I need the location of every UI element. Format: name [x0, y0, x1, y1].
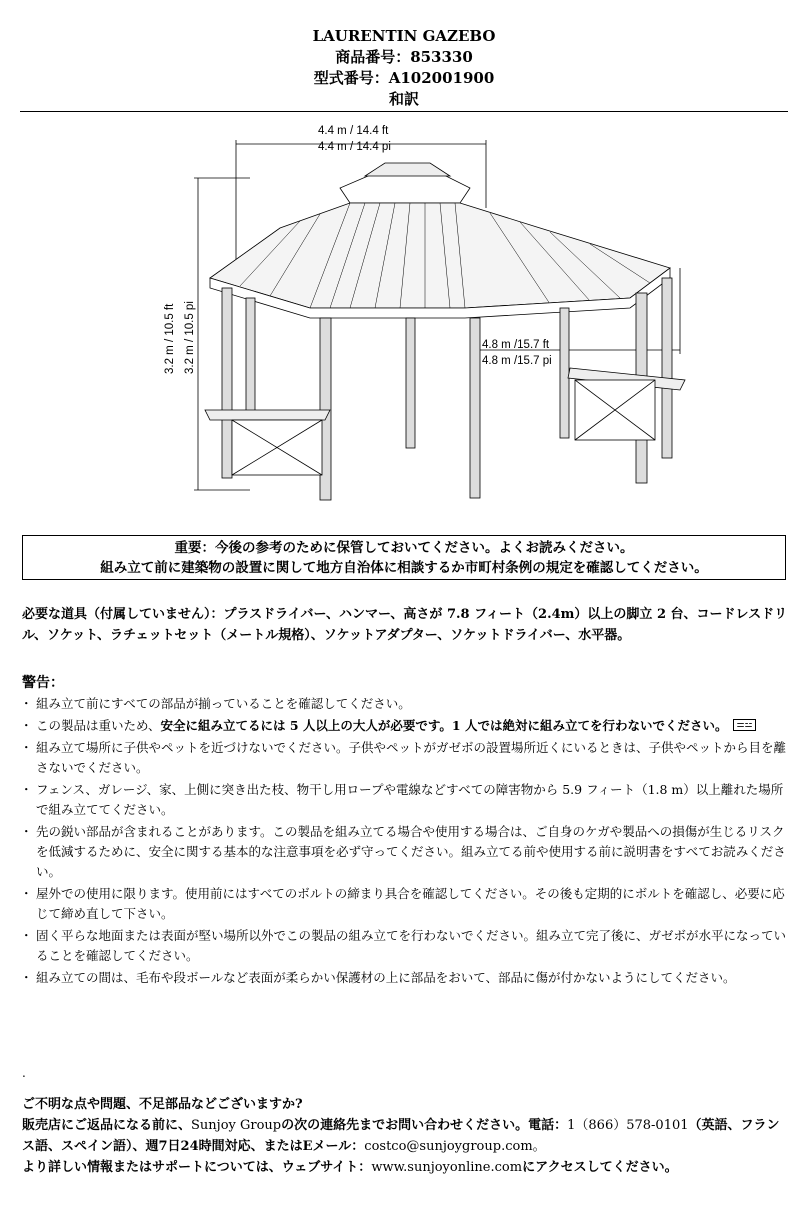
two-people-icon: ⚌⚍	[733, 719, 755, 731]
contact-question: ご不明な点や問題、不足部品などございますか?	[22, 1097, 303, 1112]
warning-emphasis: 安全に組み立てるには 5 人以上の大人が必要です。1 人では絶対に組み立てを行わないでください。	[160, 718, 728, 733]
contact-text: （英語、フランス語、スペイン語）、週7日24時間対応、またはEメール：	[22, 1118, 780, 1154]
warning-item: ・ 先の鋭い部品が含まれることがあります。この製品を組み立てる場合や使用する場合は、ご自身のケガや製品への損傷が生じるリスクを低減するために、安全に関する基本的な注意事項を必ず守ってください。組み立てる前や使用する前に説明書をすべてお読みください。	[22, 822, 788, 882]
product-name: LAURENTIN GAZEBO	[312, 27, 496, 45]
width-label-ft: 4.4 m / 14.4 ft	[318, 125, 389, 137]
notice-line-2: 組み立て前に建築物の設置に関して地方自治体に相談するか市町村条例の規定を確認してください。	[100, 560, 708, 576]
warning-item	[22, 716, 788, 736]
website-link[interactable]: www.sunjoyonline.com	[371, 1160, 523, 1175]
warning-item: ・ 組み立て前にすべての部品が揃っていることを確認してください。	[22, 694, 788, 714]
contact-text: 販売店にご返品になる前に、	[22, 1118, 192, 1133]
phone-number: 1（866）578-0101	[567, 1118, 689, 1133]
height-label-ft: 3.2 m / 10.5 ft	[164, 303, 176, 374]
warnings-list	[22, 694, 788, 990]
item-number: 商品番号：853330	[335, 48, 473, 66]
contact-line-1	[22, 1115, 788, 1157]
gazebo-figure	[150, 118, 710, 518]
warning-item: ・ 組み立て場所に子供やペットを近づけないでください。子供やペットがガゼボの設置場所近くにいるときは、子供やペットから目を離さないでください。	[22, 738, 788, 778]
gazebo-illustration	[150, 118, 710, 518]
separator-dot: .	[22, 1066, 26, 1080]
warning-item: ・ 組み立ての間は、毛布や段ボールなど表面が柔らかい保護材の上に部品をおいて、部品に傷が付かないようにしてください。	[22, 968, 788, 988]
contact-text: にアクセスしてください。	[522, 1160, 678, 1175]
important-notice	[22, 535, 786, 580]
depth-label-ft: 4.8 m /15.7 ft	[482, 339, 550, 351]
company-name: Sunjoy Group	[191, 1118, 282, 1133]
warning-text: この製品は重いため、	[36, 718, 161, 733]
header-divider	[20, 111, 788, 112]
warning-item: ・ 固く平らな地面または表面が堅い場所以外でこの製品の組み立てを行わないでください。組み立て完了後に、ガゼボが水平になっていることを確認してください。	[22, 926, 788, 966]
warning-item: ・ 屋外での使用に限ります。使用前にはすべてのボルトの締まり具合を確認してください。その後も定期的にボルトを確認し、必要に応じて締め直して下さい。	[22, 884, 788, 924]
contact-section	[22, 1094, 788, 1178]
height-label-pi: 3.2 m / 10.5 pi	[184, 301, 196, 374]
contact-line-2	[22, 1157, 788, 1178]
depth-label-pi: 4.8 m /15.7 pi	[482, 355, 552, 367]
email-link[interactable]: costco@sunjoygroup.com	[364, 1139, 533, 1154]
warnings-title: 警告：	[22, 675, 64, 691]
warning-item: ・ フェンス、ガレージ、家、上側に突き出た枝、物干し用ロープや電線などすべての障害物から 5.9 フィート（1.8 m）以上離れた場所で組み立ててください。	[22, 780, 788, 820]
contact-text: の次の連絡先までお問い合わせください。電話：	[281, 1118, 568, 1133]
width-label-pi: 4.4 m / 14.4 pi	[318, 141, 391, 153]
notice-line-1: 重要：今後の参考のために保管しておいてください。よくお読みください。	[174, 540, 634, 556]
translation-label: 和訳	[388, 90, 419, 108]
document-header	[0, 26, 808, 110]
contact-text: より詳しい情報またはサポートについては、ウェブサイト：	[22, 1160, 372, 1175]
model-number: 型式番号：A102001900	[313, 69, 495, 87]
contact-text: 。	[532, 1139, 546, 1154]
required-tools: 必要な道具（付属していません）：プラスドライバー、ハンマー、高さが 7.8 フィート（2.4m）以上の脚立 2 台、コードレスドリル、ソケット、ラチェットセット（メートル規格）、ソケットアダプター、ソケットドライバー、水平器。	[22, 607, 788, 643]
